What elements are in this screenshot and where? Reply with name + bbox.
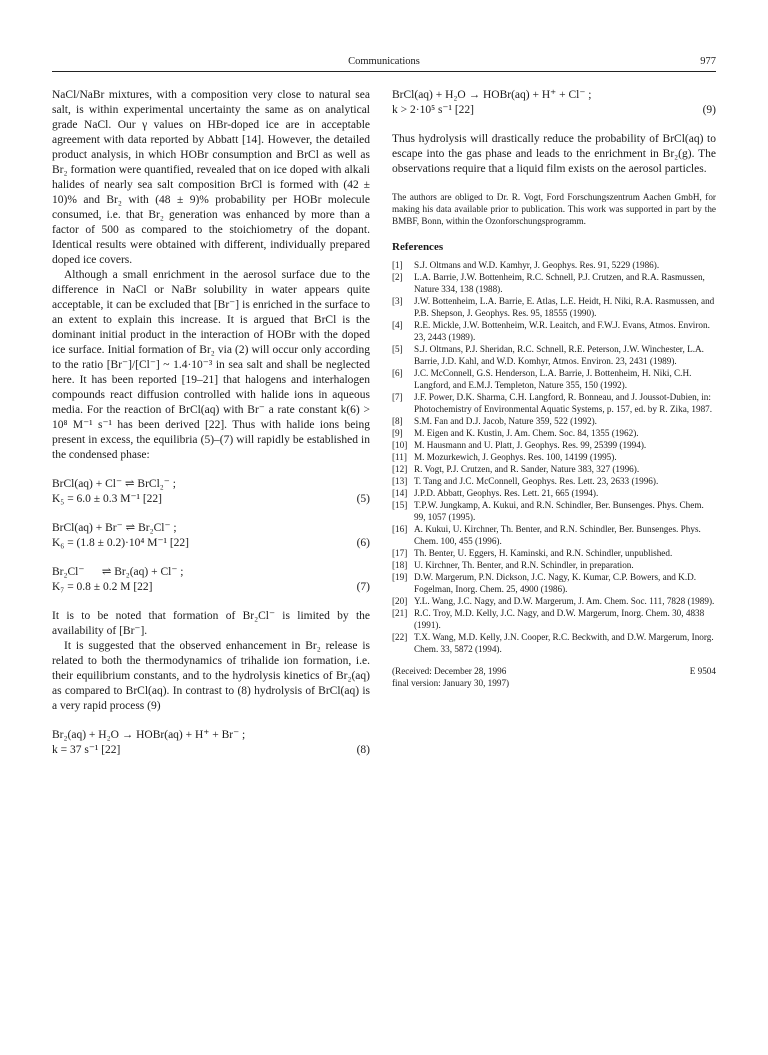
reference-number: [10] bbox=[392, 440, 408, 450]
reference-item bbox=[392, 427, 716, 439]
reference-item bbox=[392, 367, 716, 391]
acknowledgement: The authors are obliged to Dr. R. Vogt, Ford Forschungszentrum Aachen GmbH, for making his data available prior to publication. This work was supported in part by the BMBF, Bonn, within the Ozonforschungsprogramm. bbox=[392, 192, 716, 226]
reference-text: S.J. Oltmans, P.J. Sheridan, R.C. Schnell, R.E. Peterson, J.W. Winchester, L.A. Barrie, J.D. Kahl, and W.D. Komhyr, Atmos. Environ. 23, 2431 (1989). bbox=[414, 344, 704, 366]
reference-item bbox=[392, 259, 716, 271]
reference-text: A. Kukui, U. Kirchner, Th. Benter, and R.N. Schindler, Ber. Bunsenges. Phys. Chem. 100, 455 (1996). bbox=[414, 524, 701, 546]
references-heading: References bbox=[392, 241, 444, 253]
reference-number: [14] bbox=[392, 488, 408, 498]
reference-text: M. Eigen and K. Kustin, J. Am. Chem. Soc. 84, 1355 (1962). bbox=[414, 428, 639, 438]
section-title: Communications bbox=[348, 56, 420, 67]
reference-item bbox=[392, 499, 716, 523]
equation-number: (5) bbox=[356, 493, 370, 505]
reference-item bbox=[392, 595, 716, 607]
reference-text: Th. Benter, U. Eggers, H. Kaminski, and R.N. Schindler, unpublished. bbox=[414, 548, 673, 558]
reference-item bbox=[392, 271, 716, 295]
equation-constant: K₆ = (1.8 ± 0.2)·10⁴ M⁻¹ [22] bbox=[52, 537, 190, 549]
reference-text: J.P.D. Abbatt, Geophys. Res. Lett. 21, 665 (1994). bbox=[414, 488, 599, 498]
reference-list bbox=[392, 259, 716, 655]
paragraph: It is to be noted that formation of Br₂Cl⁻ is limited by the availability of [Br⁻]. bbox=[52, 610, 370, 637]
equation-6-constant bbox=[52, 536, 370, 551]
reference-number: [22] bbox=[392, 632, 408, 642]
equation-number: (7) bbox=[356, 581, 370, 593]
equation-constant: k = 37 s⁻¹ [22] bbox=[52, 744, 121, 756]
reference-item bbox=[392, 631, 716, 655]
reference-item bbox=[392, 463, 716, 475]
equation-reaction: Br₂Cl⁻ ⇌ Br₂(aq) + Cl⁻ ; bbox=[52, 566, 184, 578]
reference-text: J.C. McConnell, G.S. Henderson, L.A. Barrie, J. Bottenheim, H. Niki, C.H. Langford, and E.M.J. Templeton, Nature 355, 150 (1992). bbox=[414, 368, 692, 390]
received-date: (Received: December 28, 1996 bbox=[392, 666, 507, 676]
reference-text: J.W. Bottenheim, L.A. Barrie, E. Atlas, L.E. Heidt, H. Niki, R.A. Rasmussen, and P.B. Shepson, J. Geophys. Res. 95, 18555 (1990). bbox=[414, 296, 715, 318]
reference-text: R.E. Mickle, J.W. Bottenheim, W.R. Leaitch, and F.W.J. Evans, Atmos. Environ. 23, 2443 (1989). bbox=[414, 320, 710, 342]
equation-reaction: Br₂(aq) + H₂O → HOBr(aq) + H⁺ + Br⁻ ; bbox=[52, 729, 246, 741]
reference-number: [11] bbox=[392, 452, 407, 462]
reference-text: J.F. Power, D.K. Sharma, C.H. Langford, R. Bonneau, and J. Joussot-Dubien, in: Photochemistry of Environmental Aquatic Systems, p. 157, ed. by R. Zika, 1987. bbox=[414, 392, 713, 414]
header-rule bbox=[52, 71, 716, 72]
paragraph: Thus hydrolysis will drastically reduce the probability of BrCl(aq) to escape into the gas phase and leads to the enrichment in Br₂(g). The observations require that a liquid film exists on the aerosol particles. bbox=[392, 133, 716, 175]
reference-item bbox=[392, 607, 716, 631]
reference-text: M. Mozurkewich, J. Geophys. Res. 100, 14199 (1995). bbox=[414, 452, 617, 462]
reference-text: L.A. Barrie, J.W. Bottenheim, R.C. Schnell, P.J. Crutzen, and R.A. Rasmussen, Nature 334, 138 (1988). bbox=[414, 272, 705, 294]
reference-number: [12] bbox=[392, 464, 408, 474]
reference-text: R. Vogt, P.J. Crutzen, and R. Sander, Nature 383, 327 (1996). bbox=[414, 464, 640, 474]
reference-number: [6] bbox=[392, 368, 403, 378]
equation-9-constant bbox=[392, 103, 716, 118]
reference-text: S.M. Fan and D.J. Jacob, Nature 359, 522 (1992). bbox=[414, 416, 597, 426]
equation-constant: K₅ = 6.0 ± 0.3 M⁻¹ [22] bbox=[52, 493, 163, 505]
reference-number: [19] bbox=[392, 572, 408, 582]
reference-item bbox=[392, 559, 716, 571]
reference-text: T.X. Wang, M.D. Kelly, J.N. Cooper, R.C. Beckwith, and D.W. Margerum, Inorg. Chem. 33, 5872 (1994). bbox=[414, 632, 714, 654]
equation-5 bbox=[52, 477, 370, 492]
equation-reaction: BrCl(aq) + Br⁻ ⇌ Br₂Cl⁻ ; bbox=[52, 522, 177, 534]
reference-text: S.J. Oltmans and W.D. Kamhyr, J. Geophys. Res. 91, 5229 (1986). bbox=[414, 260, 660, 270]
reference-item bbox=[392, 571, 716, 595]
equation-number: (9) bbox=[702, 104, 716, 116]
final-version-date: final version: January 30, 1997) bbox=[392, 678, 510, 688]
reference-item bbox=[392, 415, 716, 427]
reference-item bbox=[392, 487, 716, 499]
reference-number: [20] bbox=[392, 596, 408, 606]
equation-constant: K₇ = 0.8 ± 0.2 M [22] bbox=[52, 581, 153, 593]
right-column bbox=[392, 88, 716, 689]
reference-number: [13] bbox=[392, 476, 408, 486]
reference-number: [5] bbox=[392, 344, 403, 354]
reference-item bbox=[392, 547, 716, 559]
reference-number: [9] bbox=[392, 428, 403, 438]
reference-number: [18] bbox=[392, 560, 408, 570]
reference-number: [3] bbox=[392, 296, 403, 306]
reference-text: Y.L. Wang, J.C. Nagy, and D.W. Margerum, J. Am. Chem. Soc. 111, 7828 (1989). bbox=[414, 596, 715, 606]
reference-text: T.P.W. Jungkamp, A. Kukui, and R.N. Schindler, Ber. Bunsenges. Phys. Chem. 99, 1057 (1995). bbox=[414, 500, 704, 522]
equation-reaction: BrCl(aq) + Cl⁻ ⇌ BrCl₂⁻ ; bbox=[52, 478, 176, 490]
reference-number: [17] bbox=[392, 548, 408, 558]
reference-number: [4] bbox=[392, 320, 403, 330]
reference-item bbox=[392, 475, 716, 487]
equation-7-constant bbox=[52, 580, 370, 595]
equation-number: (6) bbox=[356, 537, 370, 549]
running-header bbox=[52, 56, 716, 70]
reference-item bbox=[392, 295, 716, 319]
paragraph: NaCl/NaBr mixtures, with a composition very close to natural sea salt, is within experimental uncertainty the same as on analytical grade NaCl. Our γ values on HBr-doped ice are in acceptable agreement with data reported by Abbatt [14]. However, the detailed product analysis, in which HOBr consumption and BrCl as well as Br₂ formation were quantified, revealed that on ice doped with alkali halides of nearly sea salt composition BrCl is formed with (42 ± 10)% and Br₂ with (48 ± 9)% probability per HOBr molecule consumed, i.e. that Br₂ generation was enhanced by more than a factor of 500 as compared to the stoichiometry of the dopant. Identical results were obtained with different, individually prepared doped ice covers. bbox=[52, 89, 370, 266]
equation-5-constant bbox=[52, 492, 370, 507]
page-number: 977 bbox=[700, 56, 716, 67]
reference-text: M. Hausmann and U. Platt, J. Geophys. Res. 99, 25399 (1994). bbox=[414, 440, 647, 450]
reference-number: [8] bbox=[392, 416, 403, 426]
reference-number: [15] bbox=[392, 500, 408, 510]
article-code: E 9504 bbox=[689, 666, 716, 676]
reference-item bbox=[392, 523, 716, 547]
reference-number: [7] bbox=[392, 392, 403, 402]
reference-number: [16] bbox=[392, 524, 408, 534]
left-column bbox=[52, 88, 370, 758]
equation-reaction: BrCl(aq) + H₂O → HOBr(aq) + H⁺ + Cl⁻ ; bbox=[392, 89, 592, 101]
paragraph: It is suggested that the observed enhancement in Br₂ release is related to both the thermodynamics of trihalide ion formation, i.e. their equilibrium constants, and to the hydrolysis kinetics of Br₂(aq) as compared to BrCl(aq). In contrast to (8) hydrolysis of BrCl(aq) is a very rapid process (9) bbox=[52, 640, 370, 712]
reference-text: T. Tang and J.C. McConnell, Geophys. Res. Lett. 23, 2633 (1996). bbox=[414, 476, 659, 486]
reference-number: [21] bbox=[392, 608, 408, 618]
equation-8 bbox=[52, 728, 370, 743]
reference-item bbox=[392, 451, 716, 463]
reference-text: U. Kirchner, Th. Benter, and R.N. Schindler, in preparation. bbox=[414, 560, 634, 570]
equation-number: (8) bbox=[356, 744, 370, 756]
paragraph: Although a small enrichment in the aerosol surface due to the difference in NaCl or NaBr solubility in water appears quite acceptable, it can be excluded that [Br⁻] is enriched in the surface to an extent to explain this increase. It is argued that BrCl is the dominant initial product in the interaction of HOBr with the doped ice surface. Initial formation of Br₂ via (2) will occur only according to the ratio [Br⁻]/[Cl⁻] ~ 1.4·10⁻³ in sea salt and shall be neglected here. It has been reported [19–21] that halogens and interhalogen compounds react diffusion controlled with halide ions in aqueous media. For the reaction of BrCl(aq) with Br⁻ a rate constant k(6) > 10⁸ M⁻¹ s⁻¹ has been derived [22]. Thus with halide ions being present in excess, the equilibria (5)–(7) will rapidly be established in the condensed phase: bbox=[52, 269, 370, 461]
equation-7 bbox=[52, 565, 370, 580]
equation-6 bbox=[52, 521, 370, 536]
reference-number: [2] bbox=[392, 272, 403, 282]
reference-text: R.C. Troy, M.D. Kelly, J.C. Nagy, and D.W. Margerum, Inorg. Chem. 30, 4838 (1991). bbox=[414, 608, 705, 630]
equation-9 bbox=[392, 88, 716, 103]
reference-number: [1] bbox=[392, 260, 403, 270]
reference-text: D.W. Margerum, P.N. Dickson, J.C. Nagy, K. Kumar, C.P. Bowers, and K.D. Fogelman, Inorg. Chem. 25, 4900 (1986). bbox=[414, 572, 697, 594]
equation-8-constant bbox=[52, 743, 370, 758]
reference-item bbox=[392, 391, 716, 415]
reference-item bbox=[392, 319, 716, 343]
received-dates bbox=[392, 665, 716, 689]
equation-constant: k > 2·10⁵ s⁻¹ [22] bbox=[392, 104, 474, 116]
reference-item bbox=[392, 439, 716, 451]
reference-item bbox=[392, 343, 716, 367]
